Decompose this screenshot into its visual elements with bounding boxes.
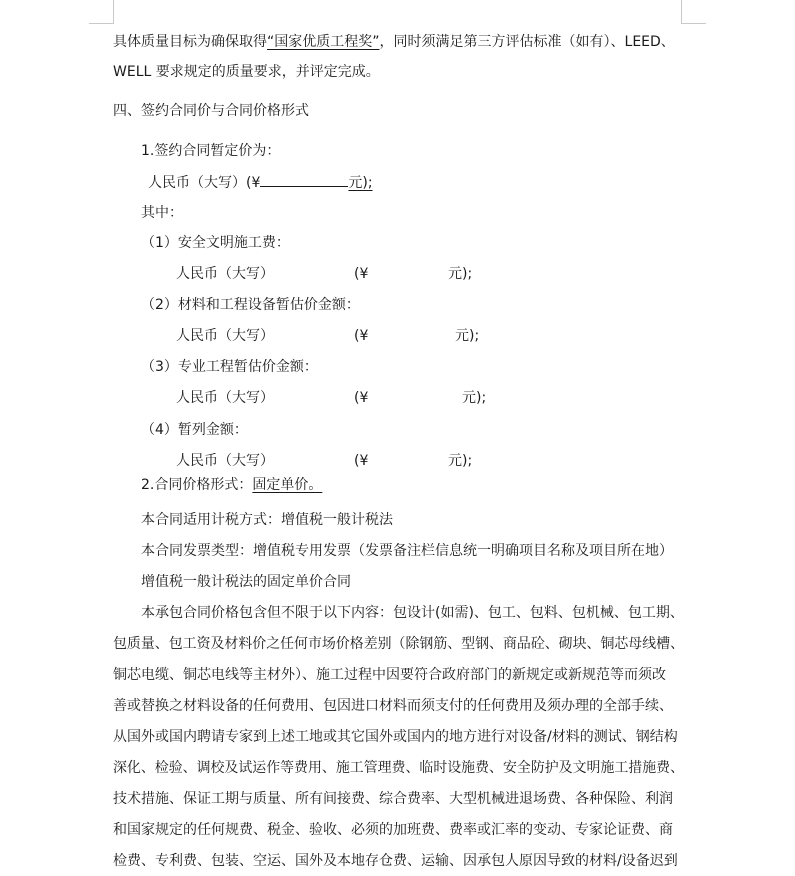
subitem-1-yuan: 元);: [448, 266, 473, 282]
section-heading: 四、签约合同价与合同价格形式: [113, 103, 309, 119]
body-line-8: 和国家规定的任何规费、税金、验收、必须的加班费、费率或汇率的变动、专家论证费、商: [113, 822, 673, 838]
subitem-4-label: （4）暂列金额：: [141, 422, 248, 438]
corner-mark-left-vertical: [113, 0, 114, 24]
subitem-2-rmb: 人民币（大写）: [176, 328, 274, 344]
subitem-4-yen: (¥: [354, 453, 369, 469]
item-1-amount-blank: [260, 171, 348, 187]
subitem-1-label: （1）安全文明施工费：: [141, 235, 290, 251]
corner-mark-right-horizontal: [681, 23, 706, 24]
body-line-6: 深化、检验、调校及试运作等费用、施工管理费、临时设施费、安全防护及文明施工措施费、: [113, 760, 685, 776]
item-1-amount-line: [148, 171, 373, 193]
subitem-1-rmb: 人民币（大写）: [176, 266, 274, 282]
subitem-2-yuan: 元);: [455, 328, 480, 344]
quality-line-1-prefix: 具体质量目标为确保取得: [113, 34, 267, 50]
quality-line-1-suffix: ，同时须满足第三方评估标准（如有）、LEED、: [379, 34, 675, 50]
subitem-3-yen: (¥: [354, 390, 369, 406]
subitem-3-rmb: 人民币（大写）: [176, 390, 274, 406]
body-line-2: 包质量、包工资及材料价之任何市场价格差别（除钢筋、型钢、商品砼、砌块、铜芯母线槽、: [113, 636, 685, 652]
subitem-2-yen: (¥: [354, 328, 369, 344]
subitem-3-yuan: 元);: [462, 390, 487, 406]
subitem-4-rmb: 人民币（大写）: [176, 453, 274, 469]
quality-line-2: WELL 要求规定的质量要求，并评定完成。: [113, 64, 380, 80]
body-line-1: 本承包合同价格包含但不限于以下内容：包设计(如需)、包工、包料、包机械、包工期、: [141, 605, 684, 621]
item-2-line: [141, 475, 322, 495]
among-label: 其中：: [141, 205, 183, 221]
tax-method-line: 本合同适用计税方式：增值税一般计税法: [141, 512, 393, 528]
body-line-5: 从国外或国内聘请专家到上述工地或其它国外或国内的地方进行对设备/材料的测试、钢结构: [113, 729, 678, 745]
subitem-2-label: （2）材料和工程设备暂估价金额：: [141, 297, 360, 313]
corner-mark-right-vertical: [681, 0, 682, 24]
subitem-3-label: （3）专业工程暂估价金额：: [141, 359, 318, 375]
item-1-rmb-suffix: 元);: [348, 175, 373, 191]
body-line-4: 善或替换之材料设备的任何费用、包因进口材料而须支付的任何费用及须办理的全部手续、: [113, 698, 673, 714]
subitem-4-yuan: 元);: [448, 453, 473, 469]
invoice-type-line: 本合同发票类型：增值税专用发票（发票备注栏信息统一明确项目名称及项目所在地）: [141, 543, 673, 559]
item-2-label: 2.合同价格形式：: [141, 477, 253, 493]
corner-mark-left-horizontal: [89, 23, 114, 24]
subitem-1-yen: (¥: [354, 266, 369, 282]
item-2-value: 固定单价。: [252, 477, 323, 493]
quality-line-1: [113, 32, 675, 52]
item-1-rmb-prefix: 人民币（大写）(¥: [148, 175, 261, 191]
body-line-9: 检费、专利费、包装、空运、国外及本地存仓费、运输、因承包人原因导致的材料/设备迟到: [113, 853, 678, 869]
item-1-label: 1.签约合同暂定价为：: [141, 143, 281, 159]
quality-award: “国家优质工程奖”: [267, 34, 380, 50]
fixed-price-heading: 增值税一般计税法的固定单价合同: [141, 574, 351, 590]
body-line-7: 技术措施、保证工期与质量、所有间接费、综合费率、大型机械进退场费、各种保险、利润: [113, 791, 673, 807]
body-line-3: 铜芯电缆、铜芯电线等主材外）、施工过程中因要符合政府部门的新规定或新规范等而须改: [113, 667, 666, 683]
